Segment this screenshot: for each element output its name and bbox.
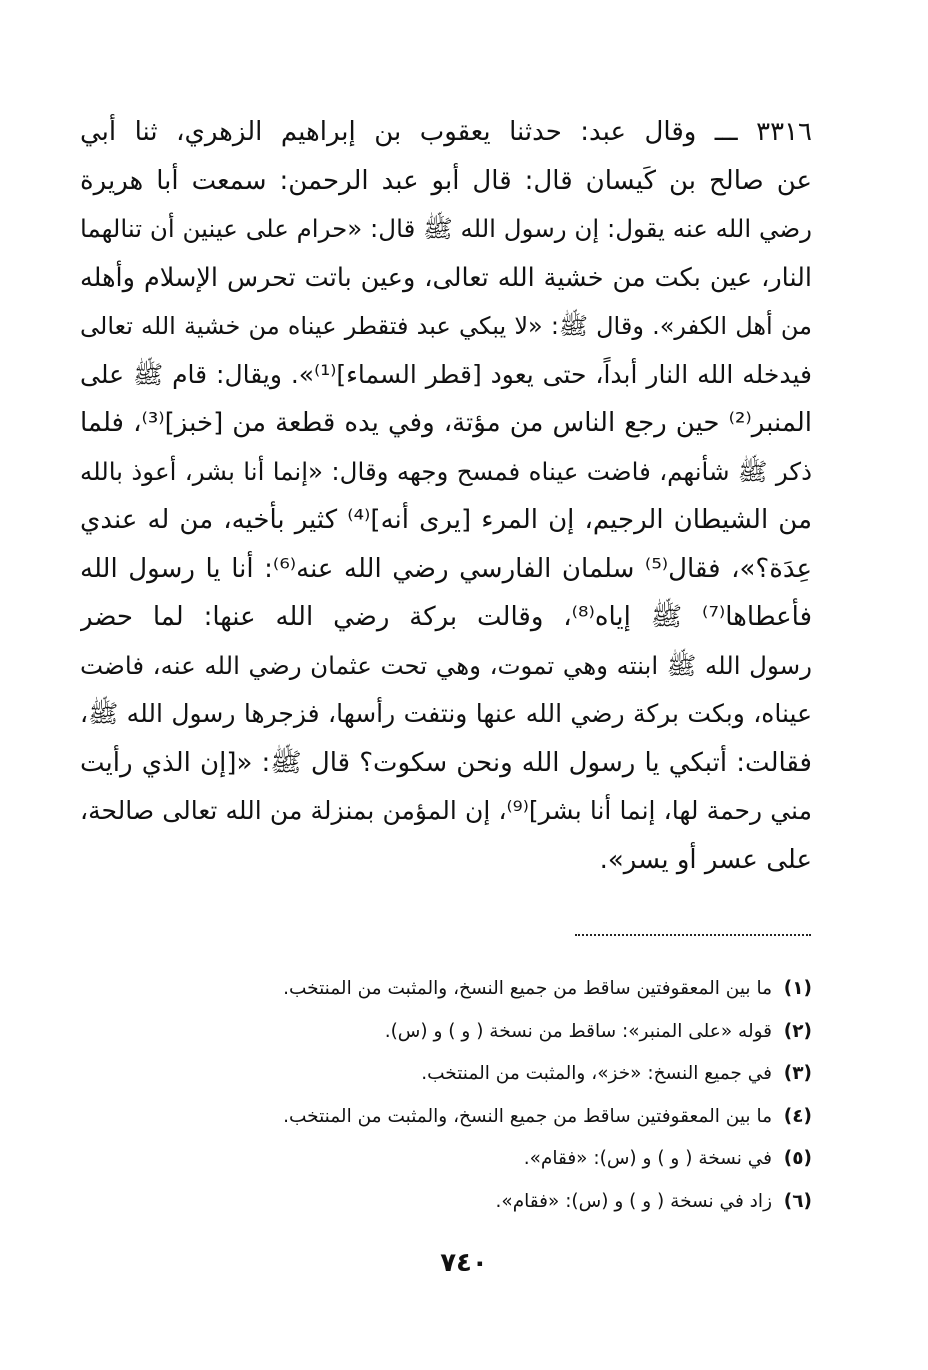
footnote-separator — [575, 934, 811, 936]
footnote-number: (١) — [783, 978, 812, 999]
footnote-number: (٤) — [783, 1105, 812, 1127]
hadith-line: عن صالح بن كَيسان قال: قال أبو عبد الرحمن: سمعت أبا هريرة — [80, 165, 812, 196]
page-number: ٧٤٠ — [440, 1248, 488, 1278]
footnote-text: ما بين المعقوفتين ساقط من جميع النسخ، والمثبت من المنتخب. — [283, 1105, 772, 1127]
footnote-text: قوله «على المنبر»: ساقط من نسخة ( و ) و (س). — [384, 1020, 772, 1042]
footnote-number: (٥) — [783, 1148, 812, 1169]
footnote-number: (٣) — [783, 1063, 812, 1084]
hadith-line: فقالت: أتبكي يا رسول الله ونحن سكوت؟ قال ﷺ: «[إن الذي رأيت — [80, 747, 812, 778]
footnote-text: زاد في نسخة ( و ) و (س): «فقام». — [495, 1190, 772, 1212]
footnote-item — [150, 1181, 812, 1224]
hadith-text — [80, 108, 812, 884]
hadith-line: عيناه، وبكت بركة رضي الله عنها ونتفت رأسها، فزجرها رسول الله ﷺ، — [80, 699, 812, 728]
footnote-text: في نسخة ( و ) و (س): «فقام». — [523, 1148, 772, 1169]
footnotes — [150, 968, 812, 1223]
footnote-item — [150, 1096, 812, 1139]
hadith-line: رضي الله عنه يقول: إن رسول الله ﷺ قال: «حرام على عينين أن تنالهما — [80, 214, 812, 243]
footnote-item — [150, 968, 812, 1011]
footnote-number: (٢) — [783, 1020, 812, 1042]
hadith-line: مني رحمة لها، إنما أنا بشر]⁽⁹⁾، إن المؤمن بمنزلة من الله تعالى صالحة، — [80, 796, 812, 825]
hadith-line: ٣٣١٦ ـــ وقال عبد: حدثنا يعقوب بن إبراهيم الزهري، ثنا أبي — [80, 117, 812, 147]
footnote-item — [150, 1053, 812, 1096]
hadith-line: فأعطاها⁽⁷⁾ ﷺ إياه⁽⁸⁾، وقالت بركة رضي الله عنها: لما حضر — [80, 602, 812, 632]
hadith-line: على عسر أو يسر». — [599, 844, 812, 875]
footnote-item — [150, 1011, 812, 1054]
hadith-line: ذكر ﷺ شأنهم، فاضت عيناه فمسح وجهه وقال: «إنما أنا بشر، أعوذ بالله — [80, 456, 812, 486]
footnote-item — [150, 1138, 812, 1181]
footnote-text: ما بين المعقوفتين ساقط من جميع النسخ، والمثبت من المنتخب. — [283, 978, 772, 999]
hadith-line: من أهل الكفر». وقال ﷺ: «لا يبكي عبد فتقطر عيناه من خشية الله تعالى — [80, 312, 812, 340]
hadith-line: رسول الله ﷺ ابنته وهي تموت، وهي تحت عثمان رضي الله عنه، فاضت — [80, 650, 812, 680]
hadith-line: المنبر⁽²⁾ حين رجع الناس من مؤتة، وفي يده قطعة من [خبز]⁽³⁾، فلما — [80, 408, 812, 438]
footnote-number: (٦) — [783, 1190, 812, 1212]
hadith-line: من الشيطان الرجيم، إن المرء [يرى أنه]⁽⁴⁾ كثير بأخيه، من له عندي — [80, 505, 812, 535]
footnote-text: في جميع النسخ: «خز»، والمثبت من المنتخب. — [421, 1063, 772, 1084]
hadith-line: فيدخله الله النار أبداً، حتى يعود [قطر السماء]⁽¹⁾». ويقال: قام ﷺ على — [80, 359, 812, 389]
hadith-line: عِدَة؟»، فقال⁽⁵⁾ سلمان الفارسي رضي الله عنه⁽⁶⁾: أنا يا رسول الله — [80, 553, 812, 584]
hadith-line: النار، عين بكت من خشية الله تعالى، وعين باتت تحرس الإسلام وأهله — [80, 262, 812, 293]
